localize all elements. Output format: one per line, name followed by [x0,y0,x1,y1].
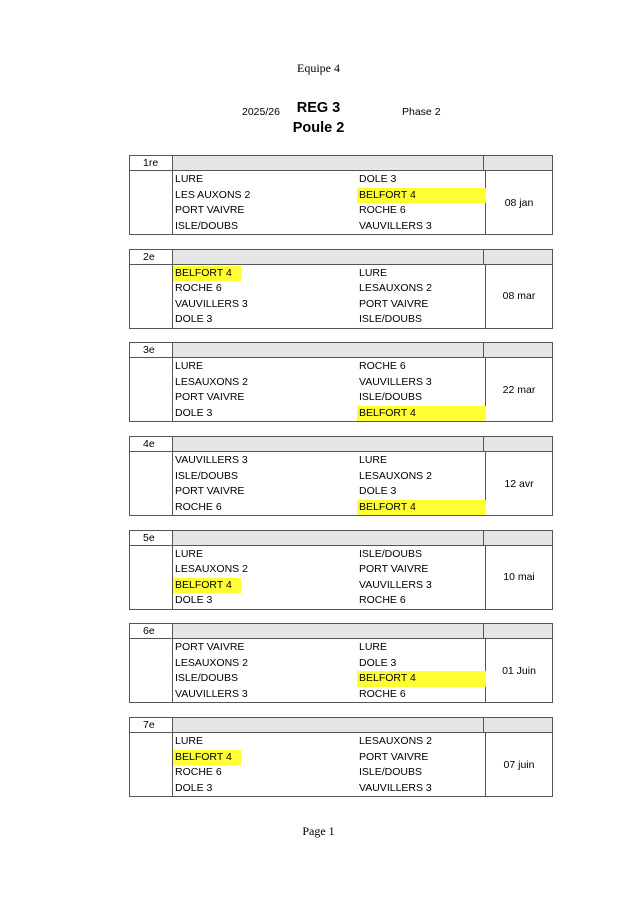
team-cell: LURE [175,735,204,748]
team-cell: ISLE/DOUBS [359,547,423,560]
round-label: 6e [130,624,173,638]
team-cell: BELFORT 4 [173,578,241,594]
round-body [130,452,552,515]
team-cell: VAUVILLERS 3 [359,578,432,591]
pool-title: Poule 2 [292,120,345,136]
round-date: 12 avr [504,477,534,490]
team-cell: PORT VAIVRE [359,297,429,310]
round-header-date-cell [484,343,552,357]
team-cell: LURE [359,454,388,467]
page-number: Page 1 [302,824,335,838]
team-cell: LESAUXONS 2 [359,735,432,748]
team-cell: LURE [359,266,388,279]
team-cell: LURE [175,547,204,560]
team-cell: LURE [175,173,204,185]
away-teams [357,546,486,609]
team-cell: ISLE/DOUBS [359,313,423,326]
round-label: 2e [130,250,173,264]
round-date: 01 Juin [502,664,536,677]
team-cell: PORT VAIVRE [175,391,245,404]
round-header [130,250,552,265]
home-teams [173,171,357,234]
team-cell: VAUVILLERS 3 [359,219,432,232]
round-header [130,718,552,733]
round-label-spacer [130,639,173,702]
team-cell: BELFORT 4 [357,671,486,687]
team-cell: BELFORT 4 [357,406,486,422]
round-header-fill [173,437,484,451]
team-cell: DOLE 3 [175,781,213,794]
team-cell: DOLE 3 [359,656,397,669]
division-title: REG 3 [296,100,341,116]
round-header-fill [173,718,484,732]
away-teams [357,639,486,702]
team-cell: DOLE 3 [175,406,213,419]
round-date: 07 juin [503,758,535,771]
round-date: 22 mar [502,383,536,396]
team-cell: ROCHE 6 [175,500,222,513]
round-label-spacer [130,452,173,515]
round-label-spacer [130,358,173,421]
round-block [129,717,553,797]
schedule-table [129,155,553,811]
round-date: 10 mai [503,571,535,584]
team-cell: PORT VAIVRE [175,204,245,216]
team-cell: ROCHE 6 [175,282,222,295]
round-body [130,358,552,421]
round-block [129,623,553,703]
round-header-date-cell [484,156,552,170]
team-cell: PORT VAIVRE [359,563,429,576]
home-teams [173,733,357,796]
round-body [130,171,552,234]
season: 2025/26 [242,106,280,118]
team-cell: ISLE/DOUBS [175,219,239,232]
round-date: 08 jan [504,196,534,209]
round-block [129,530,553,610]
team-cell: PORT VAIVRE [175,641,245,654]
round-label-spacer [130,546,173,609]
team-cell: DOLE 3 [359,485,397,498]
round-header-date-cell [484,624,552,638]
round-header-fill [173,156,484,170]
team-cell: BELFORT 4 [357,500,486,516]
team-cell: DOLE 3 [175,313,213,326]
away-teams [357,452,486,515]
team-cell: LESAUXONS 2 [175,656,248,669]
away-teams [357,171,486,234]
round-label: 1re [130,156,173,170]
team-cell: VAUVILLERS 3 [175,297,248,310]
team-cell: DOLE 3 [359,173,397,185]
team-cell: ROCHE 6 [175,766,222,779]
round-header-fill [173,250,484,264]
round-label: 3e [130,343,173,357]
home-teams [173,265,357,328]
round-block [129,155,553,235]
home-teams [173,639,357,702]
team-cell: VAUVILLERS 3 [359,781,432,794]
round-body [130,546,552,609]
round-label: 7e [130,718,173,732]
away-teams [357,265,486,328]
away-teams [357,358,486,421]
round-header [130,531,552,546]
team-cell: LESAUXONS 2 [359,282,432,295]
team-cell: ISLE/DOUBS [359,766,423,779]
team-cell: LES AUXONS 2 [175,188,251,201]
team-cell: LURE [359,641,388,654]
round-header [130,437,552,452]
team-cell: LESAUXONS 2 [175,375,248,388]
team-cell: VAUVILLERS 3 [359,375,432,388]
round-label-spacer [130,265,173,328]
team-cell: ISLE/DOUBS [359,391,423,404]
team-cell: DOLE 3 [175,594,213,607]
round-label-spacer [130,171,173,234]
round-block [129,342,553,422]
team-cell: BELFORT 4 [357,188,486,204]
phase: Phase 2 [402,106,441,118]
team-cell: PORT VAIVRE [359,750,429,763]
team-cell: ISLE/DOUBS [175,672,239,685]
home-teams [173,358,357,421]
round-block [129,436,553,516]
round-header-date-cell [484,250,552,264]
team-cell: ROCHE 6 [359,687,406,700]
team-cell: VAUVILLERS 3 [175,454,248,467]
round-body [130,733,552,796]
team-cell: PORT VAIVRE [175,485,245,498]
team-title: Equipe 4 [297,61,340,75]
round-header [130,156,552,171]
round-header [130,343,552,358]
home-teams [173,452,357,515]
round-date: 08 mar [502,290,536,303]
header [0,100,637,140]
round-header-fill [173,531,484,545]
away-teams [357,733,486,796]
round-header-date-cell [484,718,552,732]
round-body [130,265,552,328]
round-header-date-cell [484,437,552,451]
team-cell: BELFORT 4 [173,266,241,282]
round-header [130,624,552,639]
round-header-date-cell [484,531,552,545]
round-header-fill [173,624,484,638]
round-label-spacer [130,733,173,796]
team-cell: LESAUXONS 2 [359,469,432,482]
round-header-fill [173,343,484,357]
team-cell: ROCHE 6 [359,360,406,373]
team-cell: BELFORT 4 [173,750,241,766]
team-cell: ROCHE 6 [359,204,406,216]
round-label: 4e [130,437,173,451]
team-cell: VAUVILLERS 3 [175,687,248,700]
team-cell: LURE [175,360,204,373]
team-cell: ROCHE 6 [359,594,406,607]
team-cell: ISLE/DOUBS [175,469,239,482]
round-block [129,249,553,329]
home-teams [173,546,357,609]
round-body [130,639,552,702]
team-cell: LESAUXONS 2 [175,563,248,576]
round-label: 5e [130,531,173,545]
